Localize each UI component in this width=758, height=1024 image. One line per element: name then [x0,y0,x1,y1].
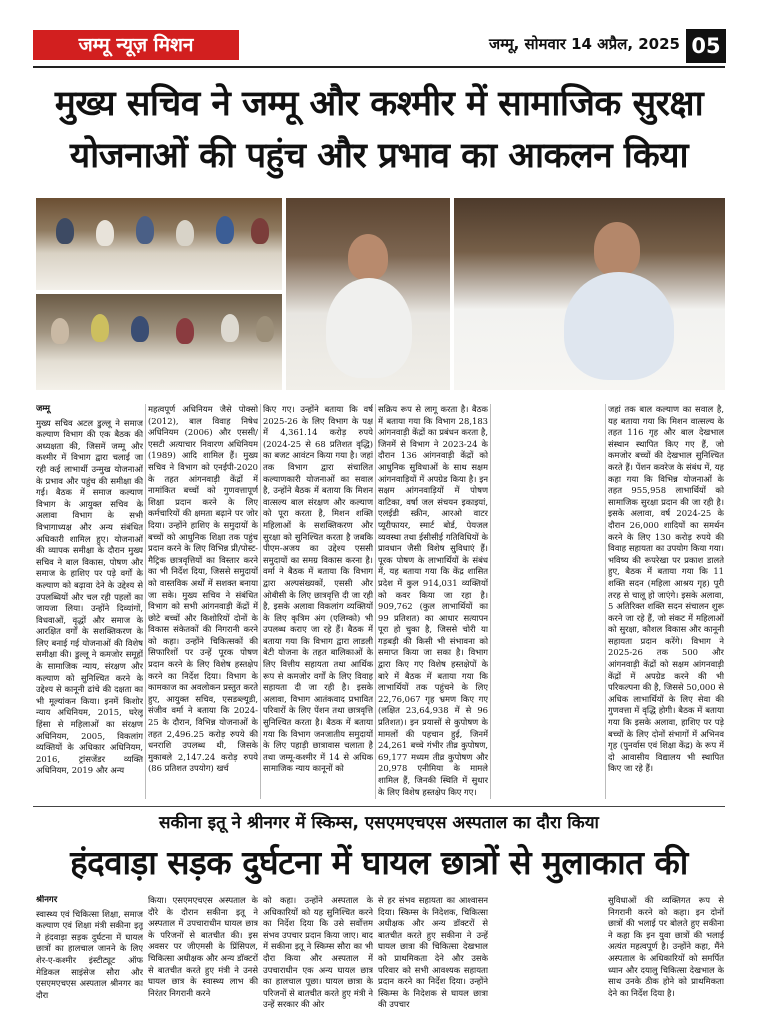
story2-column-2: किया। एसएमएचएस अस्पताल के दौरे के दौरान सकीना इतू ने अस्पताल में उपचाराधीन घायल छात्र के परिजनों से बातचीत की। इस अवसर पर जीएमसी के प्रिंसिपल, चिकित्सा अधीक्षक और अन्य डॉक्टरों से बातचीत करते हुए मंत्री ने उनसे घायल छात्र के स्वास्थ्य लाभ की निरंतर निगरानी करने [148,895,258,998]
story2-subheadline: सकीना इतू ने श्रीनगर में स्किम्स, एसएमएचएस अस्पताल का दौरा किया [159,813,599,833]
meeting-photo-1 [36,198,282,290]
story2-column-1 [36,895,143,1017]
story2-column-3: को कहा। उन्होंने अस्पताल के अधिकारियों को यह सुनिश्चित करने का निर्देश दिया कि उसे सर्वोत्तम संभव उपचार प्रदान किया जाए। बाद में सकीना इतू ने स्किम्स सौरा का भी दौरा किया और अस्पताल में उपचाराधीन एक अन्य घायल छात्र का हालचाल पूछा। घायल छात्रा के परिजनों से बातचीत करते हुए मंत्री ने उन्हें सरकार की ओर [263,895,373,1010]
story1-column-4: सक्रिय रूप से लागू करता है। बैठक में बताया गया कि विभाग 28,183 आंगनवाड़ी केंद्रों का प्रबंधन करता है, जिनमें से विभाग ने 2023-24 के दौरान 136 आंगनवाड़ी केंद्रों को आधुनिक सुविधाओं के साथ सक्षम आंगनवाड़ियों में अपग्रेड किया है। इन सक्षम आंगनवाड़ियों में पोषण वाटिका, वर्षा जल संचयन इकाइयां, एलईडी स्क्रीन, आरओ वाटर प्यूरीफायर, स्मार्ट बोर्ड, पेयजल व्यवस्था तथा ईसीसीई गतिविधियों के प्रावधान जैसी विशेष सुविधाएं हैं। पूरक पोषण के लाभार्थियों के संबंध में, यह बताया गया कि केंद्र शासित प्रदेश में कुल 914,031 व्यक्तियों को कवर किया जा रहा है। 909,762 (कुल लाभार्थियों का 99 प्रतिशत) का आधार सत्यापन पूरा हो चुका है, जिससे चोरी या गड़बड़ी की किसी भी संभावना को समाप्त किया जा सका है। विभाग द्वारा किए गए विशेष हस्तक्षेपों के बारे में बैठक में बताया गया कि लाभार्थियों तक पहुंचने के लिए 22,76,067 गृह भ्रमण किए गए (लक्षित 23,64,938 में से 96 प्रतिशत)। इन प्रयासों से कुपोषण के मामलों की पहचान हुई, जिनमें 24,261 बच्चे गंभीर तीव्र कुपोषण, 69,177 मध्यम तीव्र कुपोषण और 20,978 एनीमिया के मामले शामिल हैं, जिनकी स्थिति में सुधार के लिए विशेष हस्तक्षेप किए गए। [378,404,488,797]
official-photo [286,198,450,390]
dateline: जम्मू, सोमवार 14 अप्रैल, 2025 [488,35,680,53]
story1-column-1 [36,404,143,799]
photo-collage [36,198,725,390]
chief-secretary-photo [454,198,725,390]
story1-col1-text: मुख्य सचिव अटल डुल्लू ने समाज कल्याण विभाग की एक बैठक की अध्यक्षता की, जिसमें जम्मू और कश्मीर में विभाग द्वारा चलाई जा रही कई लाभार्थी उन्मुख योजनाओं के प्रभाव और पहुंच की समीक्षा की गई। बैठक में समाज कल्याण विभाग के आयुक्त सचिव के अलावा विभाग के सभी विभागाध्यक्ष और अन्य संबंधित अधिकारी शामिल हुए। योजनाओं की व्यापक समीक्षा के दौरान मुख्य सचिव ने बाल विकास, पोषण और समाज के हाशिए पर पड़े वर्गों के कल्याण को बढ़ावा देने के उद्देश्य से उपलब्धियों और चल रही पहलों का जायजा लिया। उन्होंने दिव्यांगों, विधवाओं, वृद्धों और समाज के आरक्षित वर्गों के सशक्तिकरण के लिए बनाई गई योजनाओं की विशेष समीक्षा की। डुल्लू ने कमजोर समूहों के सामाजिक न्याय, संरक्षण और कल्याण को सुनिश्चित करने के उद्देश्य से कानूनी ढांचे की दक्षता का भी मूल्यांकन किया। इनमें किशोर न्याय अधिनियम, 2015, घरेलू हिंसा से महिलाओं का संरक्षण अधिनियम, 2005, विकलांग व्यक्तियों के अधिकार अधिनियम, 2016, ट्रांसजेंडर व्यक्ति अधिनियम, 2019 और अन्य [36,417,143,776]
story-separator [33,806,725,807]
headline-line-2: योजनाओं की पहुंच और प्रभाव का आकलन किया [69,136,689,176]
masthead-rule [33,66,725,68]
story1-column-2: महत्वपूर्ण अधिनियम जैसे पोक्सो (2012), बाल विवाह निषेध अधिनियम (2006) और एससी/एसटी अत्याचार निवारण अधिनियम (1989) आदि शामिल हैं। मुख्य सचिव ने विभाग को एनईपी-2020 के तहत आंगनवाड़ी केंद्रों में नामांकित बच्चों को गुणवत्तापूर्ण शिक्षा प्रदान करने के लिए कर्मचारियों की क्षमता बढ़ाने पर जोर दिया। उन्होंने हाशिए के समुदायों के बच्चों को आधुनिक शिक्षा तक पहुंच प्रदान करने के लिए विभिन्न प्री/पोस्ट-मैट्रिक छात्रवृत्तियों का विस्तार करने का भी निर्देश दिया, जिससे समुदायों को वास्तविक अर्थों में सशक्त बनाया जा सके। मुख्य सचिव ने संबंधित विभाग को सभी आंगनवाड़ी केंद्रों में छोटे बच्चों और किशोरियों दोनों के विकास संकेतकों की निगरानी करने को कहा। उन्होंने चिकित्सकों की सिफारिशों पर उन्हें पूरक पोषण प्रदान करने के लिए विशेष हस्तक्षेप करने का निर्देश दिया। विभाग के कामकाज का अवलोकन प्रस्तुत करते हुए, आयुक्त सचिव, एसडब्ल्यूडी, संजीव वर्मा ने बताया कि 2024-25 के दौरान, विभिन्न योजनाओं के तहत 2,496.25 करोड़ रुपये की धनराशि उपलब्ध थी, जिसके मुकाबले 2,147.24 करोड़ रुपये (86 प्रतिशत उपयोग) खर्च [148,404,258,774]
story2-column-4: से हर संभव सहायता का आश्वासन दिया। स्किम्स के निदेशक, चिकित्सा अधीक्षक और अन्य डॉक्टरों से बातचीत करते हुए सकीना ने उन्हें घायल छात्रा की चिकित्सा देखभाल को प्राथमिकता देने और उसके परिवार को सभी आवश्यक सहायता प्रदान करने का निर्देश दिया। उन्होंने स्किम्स के निदेशक से घायल छात्रा की उपचार [378,895,488,1010]
story2-col1-text: स्वास्थ्य एवं चिकित्सा शिक्षा, समाज कल्याण एवं शिक्षा मंत्री सकीना इतू ने हंदवाड़ा सड़क दुर्घटना में घायल छात्रों का हालचाल जानने के लिए शेर-ए-कश्मीर इंस्टीट्यूट ऑफ मेडिकल साइंसेज सौरा और एसएमएचएस अस्पताल श्रीनगर का दौरा [36,908,143,1000]
headline-line-1: मुख्य सचिव ने जम्मू और कश्मीर में सामाजिक सुरक्षा [54,84,704,124]
story2-headline: हंदवाड़ा सड़क दुर्घटना में घायल छात्रों से मुलाकात की [70,843,688,882]
main-headline [24,78,734,182]
story1-kicker: जम्मू [36,404,50,414]
story2-kicker: श्रीनगर [36,895,58,905]
masthead-title: जम्मू न्यूज़ मिशन [33,30,239,60]
story2-column-5: सुविधाओं की व्यक्तिगत रूप से निगरानी करने को कहा। इन दोनों छात्रों की भलाई पर बोलते हुए सकीना ने कहा कि इन युवा छात्रों की भलाई अत्यंत महत्वपूर्ण है। उन्होंने कहा, मैंने अस्पताल के अधिकारियों को समर्पित ध्यान और दयालु चिकित्सा देखभाल के साथ उनके ठीक होने को प्राथमिकता देने का निर्देश दिया है। [608,895,724,998]
story1-column-3: किए गए। उन्होंने बताया कि वर्ष 2025-26 के लिए विभाग के पक्ष में 4,361.14 करोड़ रुपये (2024-25 से 68 प्रतिशत वृद्धि) का बजट आवंटन किया गया है। जहां तक विभाग द्वारा संचालित कल्याणकारी योजनाओं का सवाल है, उन्होंने बैठक में बताया कि मिशन वात्सल्य बाल संरक्षण और कल्याण को पूरा करता है, मिशन शक्ति महिलाओं के सशक्तिकरण और सुरक्षा को सुनिश्चित करता है जबकि पीएम-अजय का उद्देश्य एससी समुदायों का समग्र विकास करना है। वर्मा ने बैठक में बताया कि विभाग द्वारा अल्पसंख्यकों, एससी और ओबीसी के लिए छात्रवृत्ति दी जा रही है, इसके अलावा विकलांग व्यक्तियों के लिए कृत्रिम अंग (एलिम्को) भी उपलब्ध कराए जा रहे हैं। बैठक में बताया गया कि विभाग द्वारा लाडली बेटी योजना के तहत बालिकाओं के लिए वित्तीय सहायता तथा आर्थिक रूप से कमजोर वर्गों के लिए विवाह सहायता दी जा रही है। इसके अलावा, विभाग आतंकवाद प्रभावित परिवारों के लिए पेंशन तथा छात्रवृत्ति सुनिश्चित करता है। बैठक में बताया गया कि विभाग जनजातीय समुदायों के लिए पहाड़ी छात्रावास चलाता है तथा जम्मू-कश्मीर में 14 से अधिक सामाजिक न्याय कानूनों को [263,404,373,774]
page-number: 05 [686,29,726,63]
meeting-photo-2 [36,294,282,390]
story1-column-5: जहां तक बाल कल्याण का सवाल है, यह बताया गया कि मिशन वात्सल्य के तहत 116 गृह और बाल देखभाल संस्थान स्थापित किए गए हैं, जो कमजोर बच्चों की देखभाल सुनिश्चित करते हैं। पेंशन कवरेज के संबंध में, यह कहा गया कि विभिन्न योजनाओं के तहत 955,958 लाभार्थियों को सामाजिक सुरक्षा प्रदान की जा रही है। इसके अलावा, वर्ष 2024-25 के दौरान 26,000 शादियों का समर्थन करने के लिए 130 करोड़ रुपये की विवाह सहायता का उपयोग किया गया। भविष्य की रूपरेखा पर प्रकाश डालते हुए, बैठक में बताया गया कि 11 शक्ति सदन (महिला आश्रय गृह) पूरी तरह से चालू हो जाएंगे। इसके अलावा, 5 अतिरिक्त शक्ति सदन संचालन शुरू करने जा रहे हैं, जो संकट में महिलाओं को सुरक्षा, कौशल विकास और कानूनी सहायता प्रदान करेंगे। विभाग ने 2025-26 तक 500 और आंगनवाड़ी केंद्रों को सक्षम आंगनवाड़ी केंद्रों में अपग्रेड करने की भी परिकल्पना की है, जिससे 50,000 से अधिक लाभार्थियों के लिए सेवा की गुणवत्ता में वृद्धि होगी। बैठक में बताया गया कि इसके अलावा, हाशिए पर पड़े बच्चों के लिए दोनों संभागों में अभिनव गृह (पुनर्वास एवं शिक्षा केंद्र) के रूप में दो आवासीय विद्यालय भी स्थापित किए जा रहे हैं। [608,404,724,774]
